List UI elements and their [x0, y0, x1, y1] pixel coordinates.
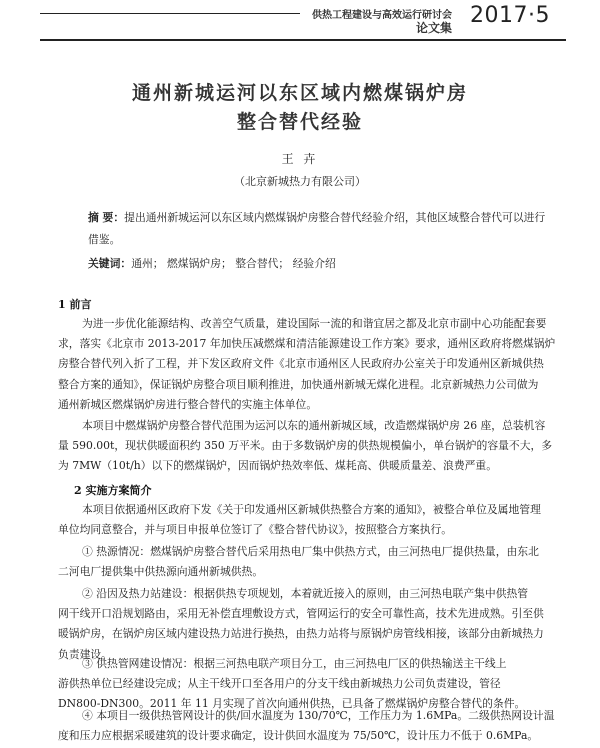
paragraph-line: 整合方案的通知》，保证锅炉房整合项目顺利推进，加快通州新城无煤化进程。北京新城热力公司做为 — [58, 377, 539, 391]
author-name: 王 卉 — [281, 152, 319, 166]
section1-paragraph1 — [58, 314, 563, 415]
paragraph-line: DN800-DN300。2011 年 11 月实现了首次向通州供热，已具备了燃煤锅炉房整合替代的条件。 — [58, 697, 526, 711]
paragraph-line: 量 590.00t，现状供暖面积约 350 万平米。由于多数锅炉房的供热规模偏小，单台锅炉的容量不大，多 — [58, 439, 553, 453]
paragraph-line: 本项目中燃煤锅炉房整合替代范围为运河以东的通州新城区域，改造燃煤锅炉房 26 座，总装机容 — [82, 419, 546, 432]
paragraph-line: ③ 供热管网建设情况：根据三河热电联产项目分工，由三河热电厂区的供热输送主干线上 — [82, 657, 507, 670]
paragraph-line: 暖锅炉房，在锅炉房区域内建设热力站进行换热，由热力站将与原锅炉房管线相接，该部分由新城热力 — [58, 627, 544, 641]
paragraph-line: 游供热单位已经建设完成；从主干线开口至各用户的分支干线由新城热力公司负责建设，管径 — [58, 677, 501, 691]
paragraph-line: 单位均同意整合，并与项目申报单位签订了《整合替代协议》，按照整合方案执行。 — [58, 523, 453, 537]
paragraph-line: 网干线开口沿规划路由，采用无补偿直埋敷设方式，管网运行的安全可靠性高，技术先进成熟。引至供 — [58, 607, 544, 621]
abstract — [88, 208, 563, 228]
section2-paragraph1 — [58, 500, 563, 540]
abstract-continuation: 借鉴。 — [88, 233, 121, 246]
header-rule-mid — [205, 13, 300, 14]
section2-item1 — [58, 542, 563, 582]
paragraph-line: 为 7MW（10t/h）以下的燃煤锅炉，因而锅炉热效率低、煤耗高、供暖质量差、浪费严重。 — [58, 459, 498, 473]
paragraph-line: 负责建设。 — [58, 647, 112, 661]
paragraph-line: 二河电厂提供集中供热源向通州新城供热。 — [58, 565, 264, 579]
section1-paragraph2 — [58, 416, 563, 477]
paragraph-line: ① 热源情况：燃煤锅炉房整合替代后采用热电厂集中供热方式，由三河热电厂提供热量，由东北 — [82, 545, 539, 558]
header-rule-bottom — [40, 39, 566, 41]
author-affiliation: （北京新城热力有限公司） — [234, 175, 366, 188]
section-label: 论文集 — [416, 21, 453, 35]
paragraph-line: 为进一步优化能源结构、改善空气质量，建设国际一流的和谐宜居之都及北京市副中心功能配套要 — [82, 317, 547, 330]
issue-year: 2017·5 — [470, 3, 550, 28]
paragraph-line: 房整合替代列入折了工程，并下发区政府文件《北京市通州区人民政府办公室关于印发通州区新城供热 — [58, 357, 544, 371]
keywords — [88, 254, 563, 274]
abstract-text-line1: 提出通州新城运河以东区域内燃煤锅炉房整合替代经验介绍，其他区域整合替代可以进行 — [124, 211, 546, 224]
article-title-line1: 通州新城运河以东区域内燃煤锅炉房 — [131, 82, 468, 104]
paragraph-line: 求，落实《北京市 2013-2017 年加快压减燃煤和清洁能源建设工作方案》要求，通州区政府将燃煤锅炉 — [58, 337, 556, 351]
paragraph-line: ④ 本项目一级供热管网设计的供/回水温度为 130/70℃，工作压力为 1.6MPa。二级供热网设计温 — [82, 709, 555, 722]
keywords-text: 通州； 燃煤锅炉房； 整合替代； 经验介绍 — [131, 257, 336, 270]
paragraph-line: ② 沿因及热力站建设：根据供热专项规划，本着就近接入的原则，由三河热电联产集中供热管 — [82, 587, 529, 600]
section2-heading: 2 实施方案简介 — [74, 484, 152, 497]
article-title-line2: 整合替代经验 — [236, 111, 363, 133]
keywords-label: 关键词： — [88, 257, 132, 270]
abstract-label: 摘 要： — [88, 211, 125, 224]
section1-heading: 1 前言 — [58, 298, 92, 311]
section2-item2 — [58, 584, 563, 665]
paragraph-line: 度和压力应根据采暖建筑的设计要求确定，设计供回水温度为 75/50℃，设计压力不低于 0.6MPa。 — [58, 729, 539, 743]
paragraph-line: 通州新城区燃煤锅炉房进行整合替代的实施主体单位。 — [58, 397, 318, 411]
paragraph-line: 本项目依据通州区政府下发《关于印发通州区新城供热整合方案的通知》，被整合单位及属地管理 — [82, 503, 541, 516]
conference-name: 供热工程建设与高效运行研讨会 — [312, 10, 452, 21]
section2-item4 — [58, 706, 563, 746]
